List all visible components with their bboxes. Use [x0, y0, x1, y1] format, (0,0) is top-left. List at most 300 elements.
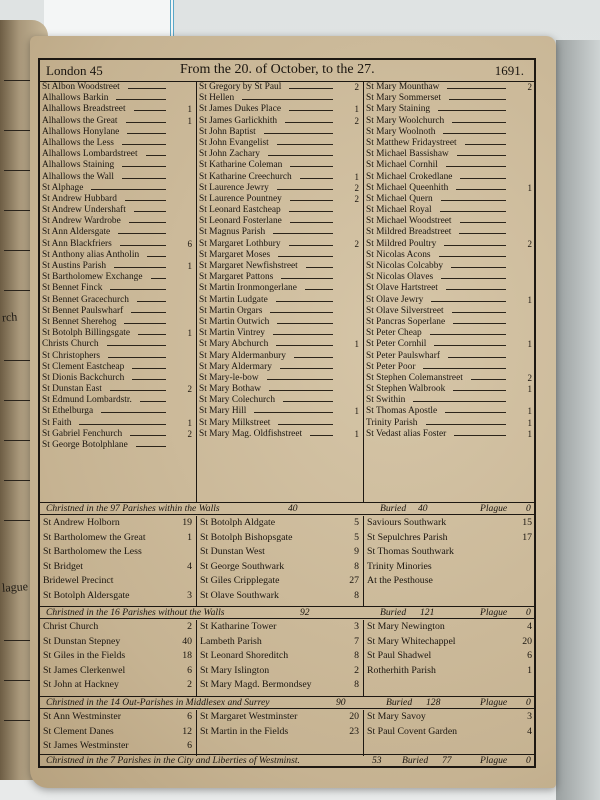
parish-name: St George Botolphlane	[42, 440, 128, 450]
header-left: London 45	[46, 63, 103, 78]
parish-count: 3	[354, 621, 359, 632]
parish-name: St Martin Orgars	[199, 305, 263, 316]
leader-line	[277, 323, 333, 324]
summary-7-christned: 53	[372, 755, 382, 766]
leader-line	[122, 144, 166, 145]
leader-line	[452, 122, 506, 123]
leader-line	[446, 166, 506, 167]
parish-row	[364, 116, 536, 127]
parish-name: St James Garlickhith	[199, 115, 278, 126]
parish-name: St Vedast alias Foster	[366, 428, 447, 439]
parish-row	[40, 362, 196, 373]
parish-row	[197, 127, 363, 138]
parish-count: 6	[187, 664, 192, 676]
parish-name: St Mary Whitechappel	[367, 635, 456, 647]
parish-name: At the Pesthouse	[367, 575, 433, 587]
parish-name: Christ Church	[43, 621, 99, 632]
leader-line	[146, 155, 166, 156]
parish-row	[197, 317, 363, 328]
parish-name: St Katharine Creechurch	[199, 171, 292, 182]
parish-row	[364, 589, 536, 604]
leader-line	[140, 401, 166, 402]
parish-count: 4	[527, 621, 532, 632]
parish-row	[40, 227, 196, 238]
parish-row	[364, 295, 536, 306]
parish-name: St Mary Magd. Bermondsey	[200, 679, 312, 691]
parish-row	[364, 261, 536, 272]
parish-row	[40, 116, 196, 127]
parish-count: 1	[527, 417, 532, 428]
leader-line	[114, 267, 166, 268]
summary-14-buried-label: Buried	[386, 697, 413, 708]
parish-name: St Mary Savoy	[367, 711, 426, 722]
parish-count: 1	[354, 104, 359, 115]
page-edge-shadow	[556, 40, 600, 800]
parish-name: St Mary Aldermanbury	[199, 350, 286, 361]
leader-line	[132, 368, 166, 369]
parish-name: St George Southwark	[200, 560, 285, 572]
parish-row	[40, 384, 196, 395]
parish-name: St Michael Royal	[366, 205, 432, 216]
parish-row	[40, 127, 196, 138]
parish-count: 2	[354, 664, 359, 676]
parish-row	[40, 440, 196, 451]
parish-row	[40, 328, 196, 339]
parish-row	[40, 339, 196, 350]
parish-count: 9	[354, 546, 359, 558]
parish-row	[40, 429, 196, 440]
summary-16-christned: 92	[300, 607, 310, 618]
parish-row	[197, 339, 363, 350]
parish-name: St Ann Blackfriers	[42, 238, 112, 249]
parish-name: St Ann Aldersgate	[42, 227, 111, 238]
leader-line	[278, 256, 333, 257]
parish-name: St Mary Milkstreet	[199, 417, 271, 428]
parish-name: St Olave Jewry	[366, 294, 424, 305]
parish-row	[40, 531, 196, 546]
parish-row	[197, 351, 363, 362]
parish-row	[197, 649, 363, 664]
parish-row	[40, 261, 196, 272]
parish-row	[364, 227, 536, 238]
leader-line	[441, 200, 506, 201]
summary-16-buried-label: Buried	[380, 607, 407, 618]
summary-97-label: Christned in the 97 Parishes within the Walls	[46, 503, 220, 514]
parish-row	[364, 216, 536, 227]
parish-row	[40, 104, 196, 115]
parish-row	[40, 317, 196, 328]
parish-name: St Olave Hartstreet	[366, 283, 438, 294]
parish-row	[364, 710, 536, 725]
parish-count: 7	[354, 635, 359, 647]
leader-line	[448, 357, 506, 358]
parish-row	[40, 194, 196, 205]
leader-line	[444, 245, 506, 246]
parish-name: Rotherhith Parish	[367, 664, 436, 676]
leader-line	[452, 312, 506, 313]
parish-name: St John Baptist	[199, 126, 256, 137]
parish-row	[364, 429, 536, 440]
parish-name: St James Dukes Place	[199, 104, 282, 115]
parish-name: St Katharine Tower	[200, 621, 277, 632]
parish-name: St Matthew Fridaystreet	[366, 137, 457, 148]
leader-line	[289, 110, 333, 111]
parish-name: St Peter Paulswharf	[366, 350, 440, 361]
parish-row	[40, 620, 196, 635]
leader-line	[101, 412, 166, 413]
parish-name: St Andrew Holborn	[43, 517, 120, 528]
parish-name: St Mary Hill	[199, 406, 247, 417]
leader-line	[290, 166, 333, 167]
parish-name: St Nicolas Olaves	[366, 272, 434, 283]
parish-name: Alhallows the Wall	[42, 171, 114, 182]
parish-row	[197, 261, 363, 272]
parish-row	[197, 283, 363, 294]
parish-name: St Michael Bassishaw	[366, 149, 449, 160]
leader-line	[290, 222, 333, 223]
parish-row	[364, 205, 536, 216]
parish-name: St Mary Woolnoth	[366, 126, 436, 137]
leader-line	[423, 368, 506, 369]
leader-line	[460, 222, 506, 223]
parish-name: St Thomas Southwark	[367, 546, 454, 558]
parish-name: St Clement Eastcheap	[42, 361, 125, 372]
parish-name: St Gabriel Fenchurch	[42, 428, 123, 439]
summary-97-christned: 40	[288, 503, 298, 514]
parish-row	[197, 116, 363, 127]
summary-97-plague-label: Plague	[480, 503, 508, 514]
parish-row	[40, 272, 196, 283]
parish-count: 6	[187, 238, 192, 249]
parish-row	[197, 149, 363, 160]
leader-line	[264, 133, 333, 134]
parish-name: St Nicolas Acons	[366, 249, 431, 260]
parish-name: St Peter Poor	[366, 361, 416, 372]
parish-row	[197, 272, 363, 283]
parish-count: 17	[522, 531, 532, 543]
parish-column-3	[364, 82, 536, 502]
leader-line	[132, 379, 166, 380]
parish-count: 3	[527, 711, 532, 722]
leader-line	[120, 245, 166, 246]
leader-line	[426, 424, 506, 425]
parish-name: St Mary Staining	[366, 104, 431, 115]
parish-row	[364, 160, 536, 171]
parish-row	[197, 620, 363, 635]
parish-row	[40, 725, 196, 740]
parish-row	[197, 516, 363, 531]
parish-name: St Margaret Westminster	[200, 711, 298, 722]
section_16-column-1	[40, 516, 197, 606]
parish-name: St Leonard Eastcheap	[199, 205, 281, 216]
parish-row	[40, 183, 196, 194]
parish-row	[364, 328, 536, 339]
parish-name: St Bennet Gracechurch	[42, 294, 129, 305]
parish-row	[197, 328, 363, 339]
parish-row	[364, 93, 536, 104]
parish-count: 2	[187, 384, 192, 395]
parish-row	[40, 545, 196, 560]
parish-name: St Botolph Aldersgate	[43, 589, 130, 601]
leader-line	[147, 256, 166, 257]
leader-line	[124, 323, 166, 324]
parish-count: 1	[527, 428, 532, 439]
section_7-column-3	[364, 710, 536, 756]
parish-row	[364, 351, 536, 362]
parish-row	[364, 406, 536, 417]
leader-line	[273, 233, 333, 234]
parish-name: St Dunstan West	[200, 546, 265, 558]
parish-row	[197, 82, 363, 93]
parish-count: 15	[522, 517, 532, 528]
parish-count: 2	[527, 372, 532, 383]
parish-row	[197, 172, 363, 183]
parish-row	[40, 172, 196, 183]
parish-name: St Mildred Poultry	[366, 238, 437, 249]
parish-name: St Mary-le-bow	[199, 372, 259, 383]
parish-row	[40, 739, 196, 754]
parish-name: St Botolph Billingsgate	[42, 328, 131, 339]
summary-7-label: Christned in the 7 Parishes in the City and Liberties of Westminst.	[46, 755, 300, 766]
parish-row	[40, 560, 196, 575]
leader-line	[447, 88, 506, 89]
section-14-out-parishes	[40, 620, 534, 696]
parish-name: Bridewel Precinct	[43, 575, 114, 587]
parish-row	[197, 384, 363, 395]
leader-line	[285, 122, 333, 123]
parish-name: St Giles in the Fields	[43, 650, 126, 662]
leader-line	[110, 390, 166, 391]
parish-name: St Bartholomew the Great	[43, 531, 146, 543]
parish-name: St Martin Ironmongerlane	[199, 283, 297, 294]
section-16-parishes	[40, 516, 534, 606]
left-page-text-1: rch	[1, 309, 18, 325]
parish-name: St Magnus Parish	[199, 227, 266, 238]
parish-row	[364, 183, 536, 194]
leader-line	[456, 189, 506, 190]
parish-row	[197, 362, 363, 373]
parish-row	[364, 635, 536, 650]
parish-count: 1	[354, 171, 359, 182]
parish-name: St Botolph Aldgate	[200, 517, 276, 528]
parish-name: St Bartholomew the Less	[43, 546, 142, 558]
summary-14-out-parishes	[40, 696, 534, 709]
parish-count: 2	[187, 621, 192, 632]
parish-name: St Bridget	[43, 560, 84, 572]
parish-row	[197, 216, 363, 227]
parish-name: St John Zachary	[199, 149, 260, 160]
parish-name: St Michael Cornhil	[366, 160, 438, 171]
leader-line	[289, 245, 333, 246]
parish-row	[197, 373, 363, 384]
leader-line	[91, 189, 166, 190]
summary-7-westminster	[40, 754, 534, 767]
parish-row	[364, 560, 536, 575]
parish-row	[197, 418, 363, 429]
parish-name: St Stephen Walbrook	[366, 384, 446, 395]
parish-row	[364, 149, 536, 160]
parish-name: St Bennet Sherehog	[42, 316, 117, 327]
parish-count: 2	[354, 115, 359, 126]
leader-line	[446, 289, 506, 290]
leader-line	[137, 301, 166, 302]
parish-count: 2	[187, 428, 192, 439]
parish-name: St Thomas Apostle	[366, 406, 438, 417]
parish-count: 8	[354, 650, 359, 662]
leader-line	[277, 189, 333, 190]
leader-line	[138, 334, 166, 335]
parish-name: St Michael Crokedlane	[366, 171, 453, 182]
leader-line	[118, 233, 166, 234]
leader-line	[242, 99, 333, 100]
parish-count: 20	[349, 711, 359, 722]
parish-count: 2	[527, 238, 532, 249]
parish-name: Christs Church	[42, 339, 99, 350]
section_16-column-3	[364, 516, 536, 606]
parish-name: St Mary Mounthaw	[366, 82, 440, 92]
parish-row	[197, 589, 363, 604]
parish-row	[364, 362, 536, 373]
leader-line	[300, 178, 333, 179]
summary-16-parishes	[40, 606, 534, 619]
parish-name: St Gregory by St Paul	[199, 82, 282, 92]
parish-name: Lambeth Parish	[200, 635, 262, 647]
leader-line	[79, 424, 166, 425]
section_14-column-1	[40, 620, 197, 696]
parish-row	[40, 589, 196, 604]
parish-row	[40, 635, 196, 650]
parish-count: 4	[527, 725, 532, 737]
parish-row	[197, 138, 363, 149]
leader-line	[273, 334, 333, 335]
parish-count: 2	[187, 679, 192, 691]
parish-row	[197, 739, 363, 754]
parish-name: St John Evangelist	[199, 137, 269, 148]
parish-row	[364, 739, 536, 754]
parish-name: St Hellen	[199, 93, 235, 104]
leader-line	[431, 301, 506, 302]
parish-count: 1	[187, 261, 192, 271]
leader-line	[134, 110, 166, 111]
leader-line	[443, 133, 506, 134]
parish-row	[364, 418, 536, 429]
parish-name: St Dunstan East	[42, 384, 102, 395]
parish-row	[40, 710, 196, 725]
parish-name: St Bennet Paulswharf	[42, 305, 124, 316]
parish-name: St Ethelburga	[42, 406, 94, 417]
parish-row	[40, 649, 196, 664]
parish-row	[40, 283, 196, 294]
parish-name: St Margaret Lothbury	[199, 238, 281, 249]
parish-count: 1	[354, 339, 359, 350]
parish-name: St Dionis Backchurch	[42, 372, 125, 383]
parish-name: St Bennet Finck	[42, 283, 103, 294]
parish-name: St Peter Cornhil	[366, 339, 427, 350]
parish-count: 5	[354, 517, 359, 528]
parish-name: St Austins Parish	[42, 261, 107, 271]
left-page-text-2: lague	[1, 579, 29, 595]
leader-line	[465, 144, 506, 145]
parish-row	[364, 239, 536, 250]
parish-row	[197, 531, 363, 546]
leader-line	[454, 435, 506, 436]
parish-count: 1	[527, 294, 532, 305]
parish-count: 8	[354, 560, 359, 572]
leader-line	[451, 267, 506, 268]
parish-row	[40, 406, 196, 417]
parish-name: St Mary Mag. Oldfishstreet	[199, 428, 303, 439]
parish-name: St Stephen Colemanstreet	[366, 372, 463, 383]
leader-line	[457, 155, 506, 156]
bill-of-mortality-page	[30, 36, 556, 788]
parish-count: 1	[354, 428, 359, 439]
parish-name: Saviours Southwark	[367, 517, 447, 528]
leader-line	[277, 144, 333, 145]
summary-14-label: Christned in the 14 Out-Parishes in Middlesex and Surrey	[46, 697, 270, 708]
parish-name: St Dunstan Stepney	[43, 635, 121, 647]
parish-row	[364, 574, 536, 589]
parish-name: St Albon Woodstreet	[42, 82, 120, 92]
parish-row	[40, 216, 196, 227]
parish-name: St Mary Colechurch	[199, 395, 276, 406]
parish-row	[40, 205, 196, 216]
parish-row	[197, 306, 363, 317]
summary-14-christned: 90	[336, 697, 346, 708]
parish-row	[364, 620, 536, 635]
parish-count: 1	[187, 115, 192, 126]
parish-row	[364, 339, 536, 350]
leader-line	[439, 256, 506, 257]
leader-line	[453, 323, 506, 324]
parish-name: St Margaret Newfishstreet	[199, 261, 298, 271]
leader-line	[125, 200, 166, 201]
parish-count: 23	[349, 725, 359, 737]
summary-14-plague: 0	[526, 697, 531, 708]
parish-row	[197, 664, 363, 679]
parish-row	[40, 395, 196, 406]
leader-line	[441, 278, 506, 279]
parish-name: St James Clerkenwel	[43, 664, 126, 676]
parish-count: 1	[187, 328, 192, 339]
parish-name: St Mary Aldermary	[199, 361, 272, 372]
leader-line	[460, 178, 506, 179]
leader-line	[130, 435, 166, 436]
leader-line	[128, 88, 166, 89]
parish-row	[40, 516, 196, 531]
parish-name: St Peter Cheap	[366, 328, 422, 339]
parish-count: 1	[527, 182, 532, 193]
parish-name: St Michael Queenhith	[366, 182, 449, 193]
parish-name: St Mildred Breadstreet	[366, 227, 452, 238]
leader-line	[294, 357, 333, 358]
parish-name: St Paul Shadwel	[367, 650, 432, 662]
leader-line	[440, 211, 506, 212]
parish-name: St Mary Abchurch	[199, 339, 269, 350]
parish-row	[197, 635, 363, 650]
parish-row	[40, 373, 196, 384]
parish-row	[197, 560, 363, 575]
parish-count: 6	[187, 740, 192, 752]
leader-line	[267, 379, 333, 380]
summary-97-plague: 0	[526, 503, 531, 514]
leader-line	[129, 222, 166, 223]
section_14-column-3	[364, 620, 536, 696]
summary-16-label: Christned in the 16 Parishes without the Walls	[46, 607, 225, 618]
parish-column-2	[197, 82, 364, 502]
parish-name: St Martin Vintrey	[199, 328, 265, 339]
parish-count: 1	[187, 531, 192, 543]
parish-row	[40, 351, 196, 362]
